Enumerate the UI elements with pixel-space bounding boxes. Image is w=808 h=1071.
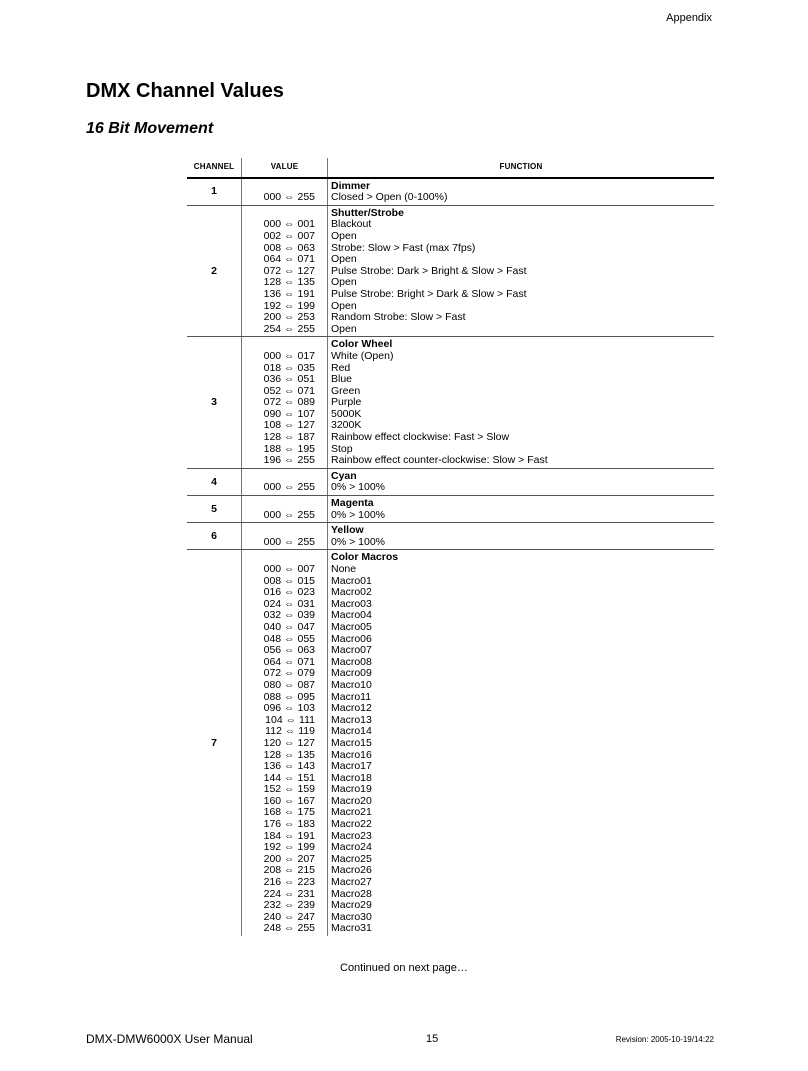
value-range: 168 ⇔ 175: [263, 806, 315, 819]
function-group-title: Cyan: [331, 469, 357, 482]
function-description: Macro21: [331, 806, 372, 819]
footer-manual-title: DMX-DMW6000X User Manual: [86, 1032, 253, 1046]
function-description: Macro11: [331, 690, 372, 703]
function-description: Purple: [331, 396, 362, 409]
value-range: 072 ⇔ 127: [263, 264, 315, 277]
footer-page-number: 15: [426, 1033, 439, 1045]
header-value: VALUE: [242, 158, 328, 178]
value-range: 072 ⇔ 089: [263, 396, 315, 409]
function-description: Macro09: [331, 667, 372, 680]
value-range-cell: [242, 496, 328, 523]
value-range: 000 ⇔ 017: [263, 349, 315, 362]
function-description: 0% > 100%: [331, 481, 385, 494]
running-header-section: Appendix: [666, 12, 712, 24]
channel-group-row: [187, 550, 714, 936]
function-description: Macro26: [331, 864, 372, 877]
function-description: Macro04: [331, 609, 372, 622]
function-description: Blue: [331, 373, 353, 386]
value-range-cell: [242, 468, 328, 495]
value-range: 136 ⇔ 143: [263, 760, 315, 773]
value-range: 056 ⇔ 063: [263, 644, 315, 657]
value-range: 000 ⇔ 255: [263, 191, 315, 204]
channel-group-row: [187, 496, 714, 523]
function-description: 5000K: [331, 407, 362, 420]
value-range: 200 ⇔ 253: [263, 311, 315, 324]
value-range: 064 ⇔ 071: [263, 253, 315, 266]
channel-group-row: [187, 205, 714, 337]
function-description: Green: [331, 384, 361, 397]
value-range: 000 ⇔ 255: [263, 481, 315, 494]
channel-number: 5: [187, 496, 242, 523]
value-range: 008 ⇔ 063: [263, 241, 315, 254]
function-cell: [328, 523, 715, 550]
value-range: 192 ⇔ 199: [263, 841, 315, 854]
value-range: 208 ⇔ 215: [263, 864, 315, 877]
function-cell: [328, 337, 715, 469]
value-range: 072 ⇔ 079: [263, 667, 315, 680]
function-description: Macro08: [331, 655, 372, 668]
value-range: 200 ⇔ 207: [263, 852, 315, 865]
value-range-cell: [242, 205, 328, 337]
channel-number: 1: [187, 178, 242, 206]
value-spacer: [242, 498, 315, 510]
function-description: Macro12: [331, 702, 372, 715]
value-range: 248 ⇔ 255: [263, 922, 315, 935]
function-description: Strobe: Slow > Fast (max 7fps): [331, 241, 476, 254]
function-description: Macro05: [331, 620, 372, 633]
page-title: DMX Channel Values: [86, 80, 284, 102]
value-range: 008 ⇔ 015: [263, 574, 315, 587]
value-range: 144 ⇔ 151: [263, 771, 315, 784]
function-description: Macro29: [331, 899, 372, 912]
value-range: 254 ⇔ 255: [263, 322, 315, 335]
value-range: 052 ⇔ 071: [263, 384, 315, 397]
value-range: 128 ⇔ 135: [263, 276, 315, 289]
function-cell: [328, 550, 715, 936]
function-group-title: Magenta: [331, 497, 374, 510]
function-description: Blackout: [331, 218, 372, 231]
function-description: Open: [331, 299, 357, 312]
function-description: Macro02: [331, 586, 372, 599]
function-group-title: Dimmer: [331, 179, 371, 192]
function-description: Macro06: [331, 632, 372, 645]
function-description: White (Open): [331, 349, 394, 362]
value-range: 000 ⇔ 007: [263, 563, 315, 575]
function-group-title: Shutter/Strobe: [331, 206, 404, 219]
function-description: Macro14: [331, 725, 372, 738]
function-cell: [328, 468, 715, 495]
function-description: 0% > 100%: [331, 508, 385, 521]
function-description: Macro31: [331, 922, 372, 935]
channel-group-row: [187, 468, 714, 495]
function-description: Macro30: [331, 910, 372, 923]
value-range-cell: [242, 523, 328, 550]
function-cell: [328, 496, 715, 523]
function-cell: [328, 178, 715, 206]
channel-number: 2: [187, 205, 242, 337]
value-range: 240 ⇔ 247: [263, 910, 315, 923]
value-range: 090 ⇔ 107: [263, 407, 315, 420]
function-description: Macro01: [331, 574, 372, 587]
function-description: Open: [331, 229, 357, 242]
function-description: Rainbow effect clockwise: Fast > Slow: [331, 431, 510, 444]
function-group-title: Color Macros: [331, 551, 399, 564]
value-range: 064 ⇔ 071: [263, 655, 315, 668]
function-group-title: Color Wheel: [331, 338, 393, 351]
footer-revision: Revision: 2005-10-19/14:22: [615, 1035, 714, 1044]
value-range: 128 ⇔ 187: [263, 431, 315, 444]
value-range: 040 ⇔ 047: [263, 620, 315, 633]
function-description: Macro03: [331, 597, 372, 610]
function-description: Stop: [331, 442, 353, 455]
value-range: 196 ⇔ 255: [263, 454, 315, 467]
function-description: Open: [331, 276, 357, 289]
function-description: Macro23: [331, 829, 372, 842]
value-range: 112 ⇔ 119: [265, 725, 315, 738]
table-body: [187, 178, 714, 936]
function-description: None: [331, 563, 357, 575]
channel-number: 7: [211, 736, 217, 749]
function-description: Macro19: [331, 783, 372, 796]
value-range: 108 ⇔ 127: [263, 419, 315, 432]
value-range: 096 ⇔ 103: [263, 702, 315, 715]
channel-group-row: [187, 523, 714, 550]
channel-group-row: [187, 178, 714, 206]
function-description: Red: [331, 361, 351, 374]
value-range: 000 ⇔ 255: [263, 508, 315, 521]
function-description: Closed > Open (0-100%): [331, 191, 448, 204]
function-description: Pulse Strobe: Bright > Dark & Slow > Fast: [331, 287, 527, 300]
function-description: Macro13: [331, 713, 372, 726]
value-range: 128 ⇔ 135: [263, 748, 315, 761]
function-description: 0% > 100%: [331, 535, 385, 548]
function-description: Macro18: [331, 771, 372, 784]
value-range: 136 ⇔ 191: [263, 287, 315, 300]
function-description: Open: [331, 253, 357, 266]
function-description: Macro10: [331, 678, 372, 691]
function-description: Macro20: [331, 794, 372, 807]
value-range: 088 ⇔ 095: [263, 690, 315, 703]
value-range: 036 ⇔ 051: [263, 373, 315, 386]
value-range-cell: [242, 178, 328, 206]
value-range: 152 ⇔ 159: [263, 783, 315, 796]
function-cell: [328, 205, 715, 337]
value-range: 120 ⇔ 127: [263, 736, 315, 749]
function-description: Open: [331, 322, 357, 335]
value-range: 224 ⇔ 231: [263, 887, 315, 900]
value-range-cell: [242, 550, 328, 936]
function-description: Macro27: [331, 876, 372, 889]
value-range: 000 ⇔ 255: [263, 535, 315, 548]
value-range: 018 ⇔ 035: [263, 361, 315, 374]
value-range: 160 ⇔ 167: [263, 794, 315, 807]
value-range: 184 ⇔ 191: [263, 829, 315, 842]
value-range: 188 ⇔ 195: [263, 442, 315, 455]
value-range: 216 ⇔ 223: [263, 876, 315, 889]
value-range: 176 ⇔ 183: [263, 818, 315, 831]
function-description: Random Strobe: Slow > Fast: [331, 311, 466, 324]
value-range: 192 ⇔ 199: [263, 299, 315, 312]
function-description: 3200K: [331, 419, 362, 432]
dmx-channel-table: [187, 158, 714, 936]
function-description: Rainbow effect counter-clockwise: Slow > Fast: [331, 454, 548, 467]
value-range: 080 ⇔ 087: [263, 678, 315, 691]
function-description: Pulse Strobe: Dark > Bright & Slow > Fast: [331, 264, 527, 277]
function-description: Macro28: [331, 887, 372, 900]
value-range: 232 ⇔ 239: [263, 899, 315, 912]
table-header-row: [187, 158, 714, 178]
function-description: Macro24: [331, 841, 372, 854]
value-range: 032 ⇔ 039: [263, 609, 315, 622]
value-range: 000 ⇔ 001: [263, 218, 315, 231]
function-description: Macro15: [331, 736, 372, 749]
value-range: 048 ⇔ 055: [263, 632, 315, 645]
function-group-title: Yellow: [331, 524, 364, 537]
section-subtitle: 16 Bit Movement: [86, 120, 214, 137]
function-description: Macro22: [331, 818, 372, 831]
channel-group-row: [187, 337, 714, 469]
channel-number: 6: [187, 523, 242, 550]
value-range: 024 ⇔ 031: [263, 597, 315, 610]
function-description: Macro16: [331, 748, 372, 761]
channel-number: 4: [187, 468, 242, 495]
function-description: Macro25: [331, 852, 372, 865]
value-range-cell: [242, 337, 328, 469]
function-description: Macro07: [331, 644, 372, 657]
value-range: 002 ⇔ 007: [263, 229, 315, 242]
continued-note: Continued on next page…: [340, 962, 468, 974]
header-channel: CHANNEL: [187, 158, 242, 178]
value-range: 016 ⇔ 023: [263, 586, 315, 599]
function-description: Macro17: [331, 760, 372, 773]
header-function: FUNCTION: [328, 158, 715, 178]
value-range: 104 ⇔ 111: [265, 713, 315, 726]
channel-number: 3: [187, 337, 242, 469]
